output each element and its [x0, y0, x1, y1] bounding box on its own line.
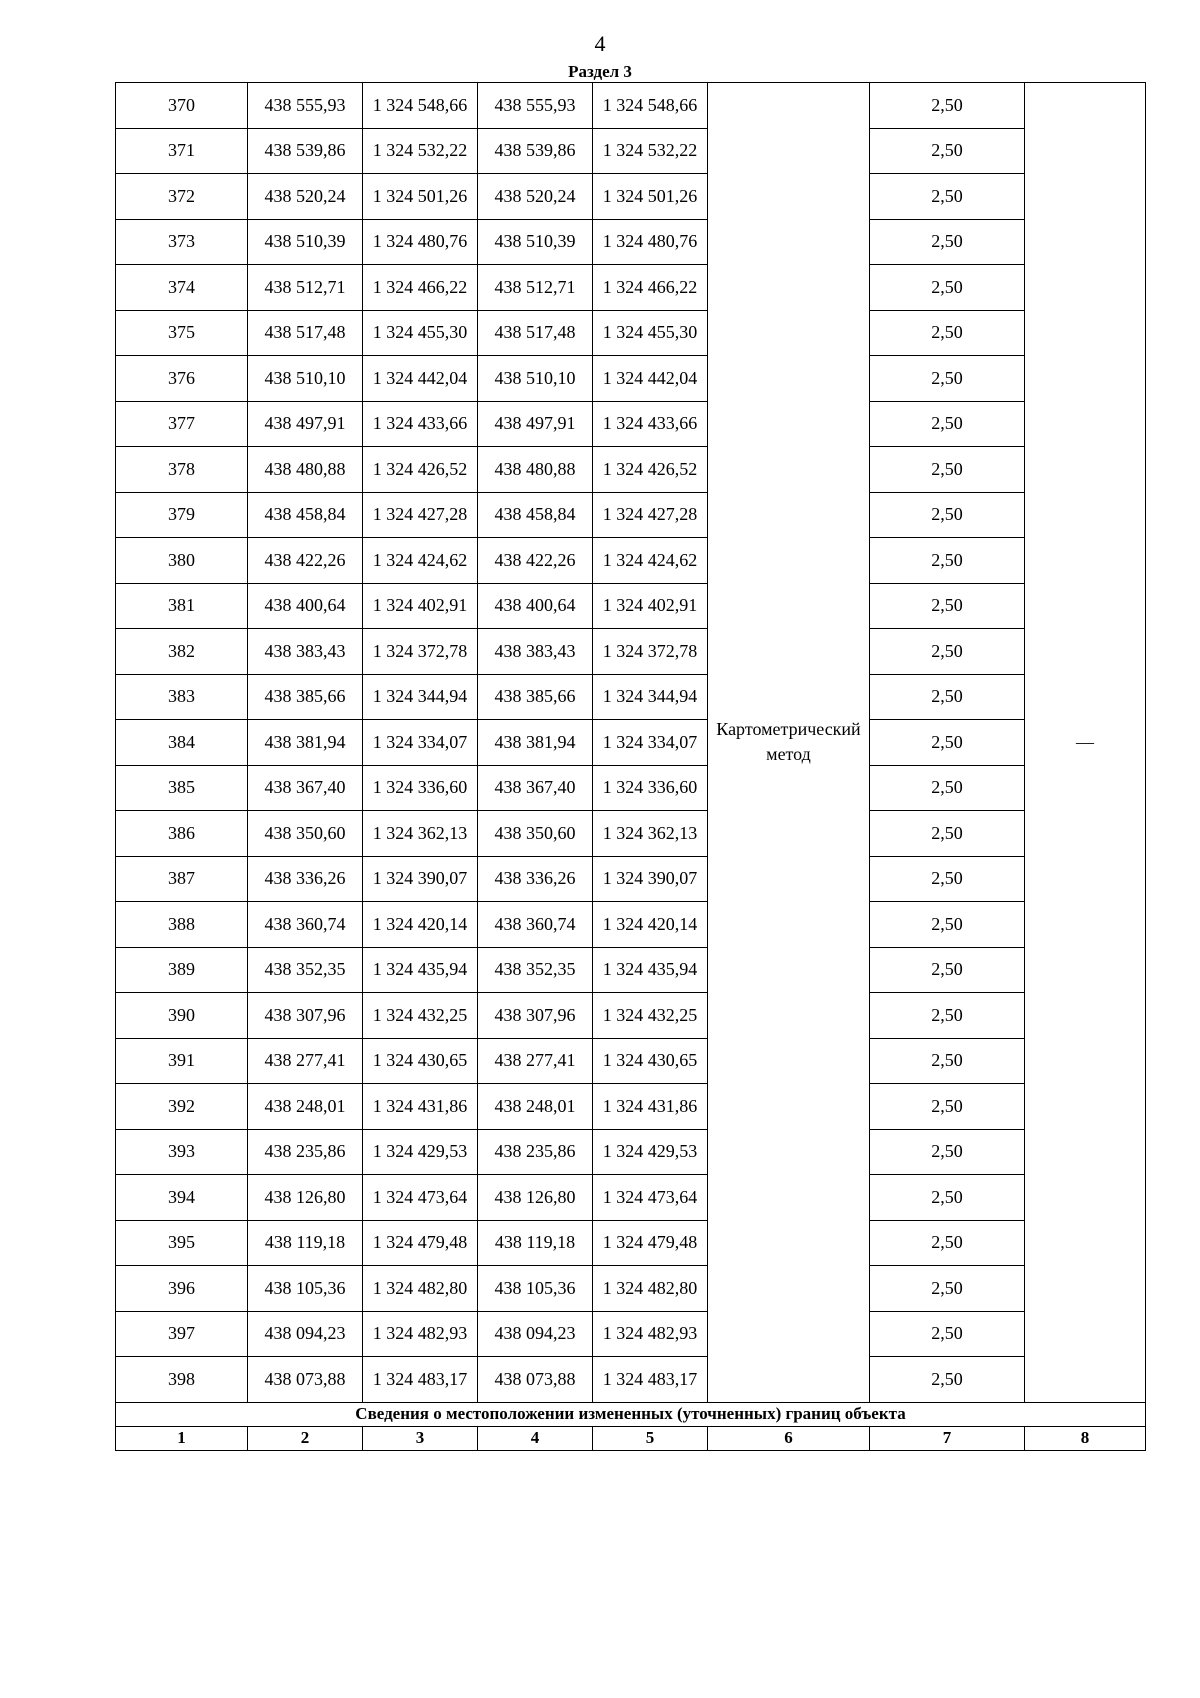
x-existing-cell: 438 352,35	[248, 947, 363, 993]
table-row	[116, 629, 1146, 675]
x-new-cell: 438 350,60	[478, 811, 593, 857]
column-number-cell: 7	[870, 1426, 1025, 1450]
y-new-cell: 1 324 435,94	[593, 947, 708, 993]
x-new-cell: 438 360,74	[478, 902, 593, 948]
y-new-cell: 1 324 501,26	[593, 174, 708, 220]
y-new-cell: 1 324 336,60	[593, 765, 708, 811]
accuracy-cell: 2,50	[870, 265, 1025, 311]
y-new-cell: 1 324 334,07	[593, 720, 708, 766]
y-new-cell: 1 324 480,76	[593, 219, 708, 265]
accuracy-cell: 2,50	[870, 583, 1025, 629]
accuracy-cell: 2,50	[870, 629, 1025, 675]
y-new-cell: 1 324 431,86	[593, 1084, 708, 1130]
x-existing-cell: 438 385,66	[248, 674, 363, 720]
page-number: 4	[594, 31, 606, 56]
y-new-cell: 1 324 482,93	[593, 1311, 708, 1357]
accuracy-cell: 2,50	[870, 310, 1025, 356]
y-existing-cell: 1 324 442,04	[363, 356, 478, 402]
point-number-cell: 382	[116, 629, 248, 675]
accuracy-cell: 2,50	[870, 1220, 1025, 1266]
accuracy-cell: 2,50	[870, 1129, 1025, 1175]
point-number-cell: 386	[116, 811, 248, 857]
y-new-cell: 1 324 433,66	[593, 401, 708, 447]
y-existing-cell: 1 324 372,78	[363, 629, 478, 675]
point-number-cell: 374	[116, 265, 248, 311]
point-number-cell: 381	[116, 583, 248, 629]
y-existing-cell: 1 324 455,30	[363, 310, 478, 356]
x-new-cell: 438 248,01	[478, 1084, 593, 1130]
accuracy-cell: 2,50	[870, 720, 1025, 766]
y-existing-cell: 1 324 334,07	[363, 720, 478, 766]
table-row	[116, 1266, 1146, 1312]
table-row	[116, 993, 1146, 1039]
caption-row	[116, 1402, 1146, 1426]
table-row	[116, 720, 1146, 766]
y-new-cell: 1 324 362,13	[593, 811, 708, 857]
column-number-cell: 6	[708, 1426, 870, 1450]
table-row	[116, 83, 1146, 129]
column-number-cell: 2	[248, 1426, 363, 1450]
y-new-cell: 1 324 455,30	[593, 310, 708, 356]
y-existing-cell: 1 324 390,07	[363, 856, 478, 902]
table-caption: Сведения о местоположении измененных (уточненных) границ объекта	[116, 1402, 1146, 1426]
y-existing-cell: 1 324 424,62	[363, 538, 478, 584]
y-new-cell: 1 324 442,04	[593, 356, 708, 402]
x-new-cell: 438 385,66	[478, 674, 593, 720]
table-row	[116, 674, 1146, 720]
x-existing-cell: 438 248,01	[248, 1084, 363, 1130]
table-row	[116, 1038, 1146, 1084]
y-new-cell: 1 324 420,14	[593, 902, 708, 948]
y-new-cell: 1 324 344,94	[593, 674, 708, 720]
accuracy-cell: 2,50	[870, 401, 1025, 447]
y-new-cell: 1 324 548,66	[593, 83, 708, 129]
x-new-cell: 438 512,71	[478, 265, 593, 311]
table-row	[116, 1311, 1146, 1357]
table-row	[116, 401, 1146, 447]
table-row	[116, 174, 1146, 220]
x-new-cell: 438 336,26	[478, 856, 593, 902]
point-number-cell: 395	[116, 1220, 248, 1266]
x-new-cell: 438 094,23	[478, 1311, 593, 1357]
point-number-cell: 370	[116, 83, 248, 129]
y-existing-cell: 1 324 482,80	[363, 1266, 478, 1312]
y-existing-cell: 1 324 501,26	[363, 174, 478, 220]
y-new-cell: 1 324 372,78	[593, 629, 708, 675]
column-number-cell: 8	[1025, 1426, 1146, 1450]
x-new-cell: 438 510,39	[478, 219, 593, 265]
accuracy-cell: 2,50	[870, 674, 1025, 720]
accuracy-cell: 2,50	[870, 174, 1025, 220]
table-row	[116, 219, 1146, 265]
accuracy-cell: 2,50	[870, 765, 1025, 811]
x-existing-cell: 438 555,93	[248, 83, 363, 129]
y-existing-cell: 1 324 480,76	[363, 219, 478, 265]
y-new-cell: 1 324 482,80	[593, 1266, 708, 1312]
point-number-cell: 372	[116, 174, 248, 220]
x-new-cell: 438 400,64	[478, 583, 593, 629]
point-number-cell: 371	[116, 128, 248, 174]
x-existing-cell: 438 119,18	[248, 1220, 363, 1266]
x-existing-cell: 438 073,88	[248, 1357, 363, 1403]
y-existing-cell: 1 324 344,94	[363, 674, 478, 720]
y-new-cell: 1 324 402,91	[593, 583, 708, 629]
x-new-cell: 438 307,96	[478, 993, 593, 1039]
point-number-cell: 380	[116, 538, 248, 584]
x-existing-cell: 438 497,91	[248, 401, 363, 447]
x-existing-cell: 438 520,24	[248, 174, 363, 220]
x-new-cell: 438 235,86	[478, 1129, 593, 1175]
table-row	[116, 538, 1146, 584]
y-new-cell: 1 324 427,28	[593, 492, 708, 538]
accuracy-cell: 2,50	[870, 538, 1025, 584]
point-number-cell: 376	[116, 356, 248, 402]
x-existing-cell: 438 126,80	[248, 1175, 363, 1221]
x-new-cell: 438 497,91	[478, 401, 593, 447]
accuracy-cell: 2,50	[870, 1266, 1025, 1312]
x-new-cell: 438 277,41	[478, 1038, 593, 1084]
column-number-cell: 1	[116, 1426, 248, 1450]
point-number-cell: 375	[116, 310, 248, 356]
x-new-cell: 438 539,86	[478, 128, 593, 174]
y-existing-cell: 1 324 532,22	[363, 128, 478, 174]
point-number-cell: 373	[116, 219, 248, 265]
x-existing-cell: 438 400,64	[248, 583, 363, 629]
x-existing-cell: 438 458,84	[248, 492, 363, 538]
point-number-cell: 385	[116, 765, 248, 811]
table-row	[116, 492, 1146, 538]
y-existing-cell: 1 324 426,52	[363, 447, 478, 493]
point-number-cell: 388	[116, 902, 248, 948]
table-row	[116, 856, 1146, 902]
table-row	[116, 128, 1146, 174]
accuracy-cell: 2,50	[870, 1311, 1025, 1357]
x-existing-cell: 438 381,94	[248, 720, 363, 766]
y-existing-cell: 1 324 402,91	[363, 583, 478, 629]
accuracy-cell: 2,50	[870, 1175, 1025, 1221]
coordinates-table	[115, 82, 1146, 1451]
point-number-cell: 378	[116, 447, 248, 493]
accuracy-cell: 2,50	[870, 356, 1025, 402]
accuracy-cell: 2,50	[870, 447, 1025, 493]
note-cell: —	[1025, 83, 1146, 1403]
table-row	[116, 811, 1146, 857]
x-new-cell: 438 517,48	[478, 310, 593, 356]
table-row	[116, 765, 1146, 811]
table-row	[116, 1084, 1146, 1130]
x-new-cell: 438 458,84	[478, 492, 593, 538]
point-number-cell: 379	[116, 492, 248, 538]
y-existing-cell: 1 324 435,94	[363, 947, 478, 993]
x-existing-cell: 438 539,86	[248, 128, 363, 174]
column-number-cell: 3	[363, 1426, 478, 1450]
y-new-cell: 1 324 430,65	[593, 1038, 708, 1084]
y-existing-cell: 1 324 432,25	[363, 993, 478, 1039]
x-existing-cell: 438 422,26	[248, 538, 363, 584]
x-new-cell: 438 105,36	[478, 1266, 593, 1312]
x-existing-cell: 438 336,26	[248, 856, 363, 902]
table-row	[116, 902, 1146, 948]
point-number-cell: 391	[116, 1038, 248, 1084]
accuracy-cell: 2,50	[870, 993, 1025, 1039]
x-existing-cell: 438 367,40	[248, 765, 363, 811]
y-new-cell: 1 324 432,25	[593, 993, 708, 1039]
x-existing-cell: 438 517,48	[248, 310, 363, 356]
table-row	[116, 1175, 1146, 1221]
y-new-cell: 1 324 424,62	[593, 538, 708, 584]
point-number-cell: 396	[116, 1266, 248, 1312]
x-existing-cell: 438 512,71	[248, 265, 363, 311]
x-existing-cell: 438 510,39	[248, 219, 363, 265]
x-new-cell: 438 126,80	[478, 1175, 593, 1221]
accuracy-cell: 2,50	[870, 1038, 1025, 1084]
accuracy-cell: 2,50	[870, 1084, 1025, 1130]
y-existing-cell: 1 324 479,48	[363, 1220, 478, 1266]
x-new-cell: 438 422,26	[478, 538, 593, 584]
accuracy-cell: 2,50	[870, 83, 1025, 129]
point-number-cell: 392	[116, 1084, 248, 1130]
point-number-cell: 384	[116, 720, 248, 766]
x-new-cell: 438 367,40	[478, 765, 593, 811]
accuracy-cell: 2,50	[870, 1357, 1025, 1403]
point-number-cell: 389	[116, 947, 248, 993]
column-number-cell: 4	[478, 1426, 593, 1450]
x-existing-cell: 438 235,86	[248, 1129, 363, 1175]
point-number-cell: 377	[116, 401, 248, 447]
table-row	[116, 583, 1146, 629]
table-row	[116, 447, 1146, 493]
x-existing-cell: 438 480,88	[248, 447, 363, 493]
x-new-cell: 438 480,88	[478, 447, 593, 493]
x-existing-cell: 438 094,23	[248, 1311, 363, 1357]
y-new-cell: 1 324 483,17	[593, 1357, 708, 1403]
accuracy-cell: 2,50	[870, 128, 1025, 174]
point-number-cell: 397	[116, 1311, 248, 1357]
y-existing-cell: 1 324 430,65	[363, 1038, 478, 1084]
column-number-row	[116, 1426, 1146, 1450]
column-number-cell: 5	[593, 1426, 708, 1450]
table-row	[116, 310, 1146, 356]
accuracy-cell: 2,50	[870, 902, 1025, 948]
y-new-cell: 1 324 466,22	[593, 265, 708, 311]
point-number-cell: 398	[116, 1357, 248, 1403]
y-existing-cell: 1 324 362,13	[363, 811, 478, 857]
x-new-cell: 438 510,10	[478, 356, 593, 402]
x-new-cell: 438 520,24	[478, 174, 593, 220]
y-existing-cell: 1 324 433,66	[363, 401, 478, 447]
accuracy-cell: 2,50	[870, 856, 1025, 902]
table-body	[116, 83, 1146, 1451]
y-existing-cell: 1 324 473,64	[363, 1175, 478, 1221]
point-number-cell: 393	[116, 1129, 248, 1175]
method-cell: Картометрический метод	[708, 83, 870, 1403]
accuracy-cell: 2,50	[870, 219, 1025, 265]
x-existing-cell: 438 510,10	[248, 356, 363, 402]
table-row	[116, 1220, 1146, 1266]
x-new-cell: 438 383,43	[478, 629, 593, 675]
accuracy-cell: 2,50	[870, 947, 1025, 993]
table-row	[116, 356, 1146, 402]
point-number-cell: 387	[116, 856, 248, 902]
x-new-cell: 438 352,35	[478, 947, 593, 993]
x-new-cell: 438 555,93	[478, 83, 593, 129]
accuracy-cell: 2,50	[870, 811, 1025, 857]
y-existing-cell: 1 324 466,22	[363, 265, 478, 311]
x-existing-cell: 438 383,43	[248, 629, 363, 675]
x-new-cell: 438 381,94	[478, 720, 593, 766]
y-new-cell: 1 324 473,64	[593, 1175, 708, 1221]
y-existing-cell: 1 324 483,17	[363, 1357, 478, 1403]
y-existing-cell: 1 324 427,28	[363, 492, 478, 538]
y-existing-cell: 1 324 420,14	[363, 902, 478, 948]
point-number-cell: 383	[116, 674, 248, 720]
table-row	[116, 1129, 1146, 1175]
y-new-cell: 1 324 429,53	[593, 1129, 708, 1175]
y-existing-cell: 1 324 482,93	[363, 1311, 478, 1357]
x-existing-cell: 438 307,96	[248, 993, 363, 1039]
x-existing-cell: 438 350,60	[248, 811, 363, 857]
y-new-cell: 1 324 426,52	[593, 447, 708, 493]
point-number-cell: 394	[116, 1175, 248, 1221]
accuracy-cell: 2,50	[870, 492, 1025, 538]
table-row	[116, 265, 1146, 311]
y-existing-cell: 1 324 431,86	[363, 1084, 478, 1130]
y-existing-cell: 1 324 548,66	[363, 83, 478, 129]
y-new-cell: 1 324 532,22	[593, 128, 708, 174]
y-existing-cell: 1 324 336,60	[363, 765, 478, 811]
x-new-cell: 438 073,88	[478, 1357, 593, 1403]
y-existing-cell: 1 324 429,53	[363, 1129, 478, 1175]
x-existing-cell: 438 105,36	[248, 1266, 363, 1312]
section-title: Раздел 3	[568, 62, 632, 81]
y-new-cell: 1 324 390,07	[593, 856, 708, 902]
x-new-cell: 438 119,18	[478, 1220, 593, 1266]
point-number-cell: 390	[116, 993, 248, 1039]
x-existing-cell: 438 360,74	[248, 902, 363, 948]
x-existing-cell: 438 277,41	[248, 1038, 363, 1084]
table-row	[116, 1357, 1146, 1403]
y-new-cell: 1 324 479,48	[593, 1220, 708, 1266]
table-row	[116, 947, 1146, 993]
